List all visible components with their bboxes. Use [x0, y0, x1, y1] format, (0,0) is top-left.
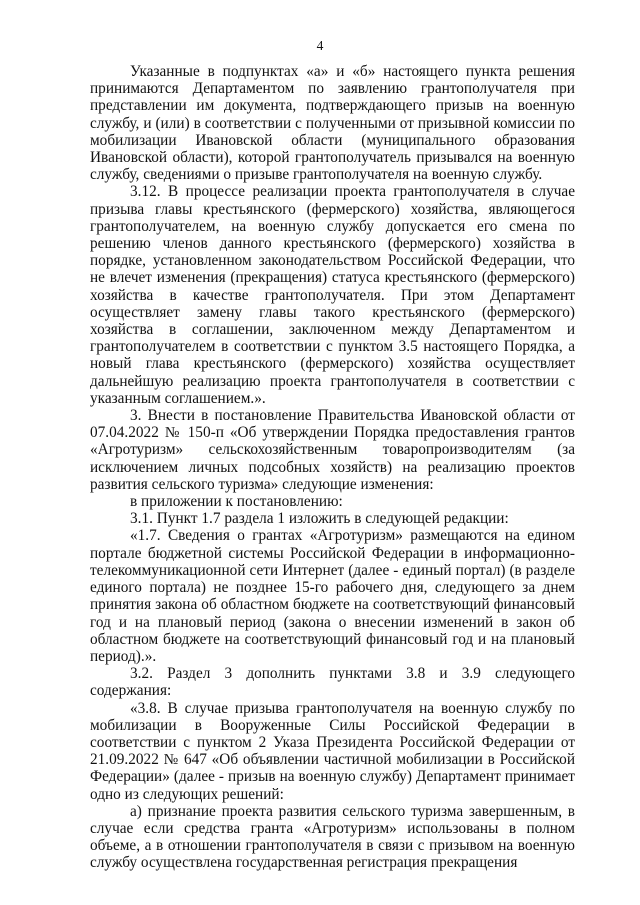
paragraph-3-1: 3.1. Пункт 1.7 раздела 1 изложить в следующей редакции: — [130, 510, 509, 528]
paragraph-3-12: 3.12. В процессе реализации проекта грантополучателя в случае призыва главы крестьянского (фермерского) хозяйства, являющегося грантополучателем, на военную службу допускается его смена по решению членов данного крестьянского (фермерского) хозяйства в порядке, установленном законодательством Российской Федерации, что не влечет изменения (прекращения) статуса крестьянского (фермерского) хозяйства в качестве грантополучателя. При этом Департамент осуществляет замену главы такого крестьянского (фермерского) хозяйства в соглашении, заключенном между Департаментом и грантополучателем в соответствии с пунктом 3.5 настоящего Порядка, а новый глава крестьянского (фермерского) хозяйства осуществляет дальнейшую реализацию проекта грантополучателя в соответствии с указанным соглашением.». — [90, 183, 575, 407]
page-number: 4 — [316, 38, 324, 53]
paragraph-in-appendix: в приложении к постановлению: — [130, 493, 343, 511]
paragraph-subitem-a: а) признание проекта развития сельского туризма завершенным, в случае если средства гранта «Агротуризм» использованы в полном объеме, а в отношении грантополучателя в связи с призывом на военную службу осуществлена государственная регистрация прекращения — [90, 802, 575, 872]
paragraph-amend-resolution: 3. Внести в постановление Правительства Ивановской области от 07.04.2022 № 150-п «Об утверждении Порядка предоставления грантов «Агротуризм» сельскохозяйственным товаропроизводителям (за исключением личных подсобных хозяйств) на реализацию проектов развития сельского туризма» следующие изменения: — [90, 407, 575, 493]
document-body — [90, 63, 575, 872]
paragraph-1-7: «1.7. Сведения о грантах «Агротуризм» размещаются на едином портале бюджетной системы Российской Федерации в информационно-телекоммуникационной сети Интернет (далее - единый портал) (в разделе единого портала) не позднее 15-го рабочего дня, следующего за днем принятия закона об областном бюджете на соответствующий финансовый год и на плановый период (закона о внесении изменений в закон об областном бюджете на соответствующий финансовый год и на плановый период).». — [90, 527, 575, 665]
paragraph-3-2: 3.2. Раздел 3 дополнить пунктами 3.8 и 3.9 следующего содержания: — [90, 665, 575, 700]
paragraph-decision-conditions: Указанные в подпунктах «а» и «б» настоящего пункта решения принимаются Департаментом по заявлению грантополучателя при представлении им документа, подтверждающего призыв на военную службу, и (или) в соответствии с полученными от призывной комиссии по мобилизации Ивановской области (муниципального образования Ивановской области), которой грантополучатель призывался на военную службу, сведениями о призыве грантополучателя на военную службу. — [90, 63, 575, 184]
paragraph-3-8: «3.8. В случае призыва грантополучателя на военную службу по мобилизации в Вооруженные Силы Российской Федерации в соответствии с пунктом 2 Указа Президента Российской Федерации от 21.09.2022 № 647 «Об объявлении частичной мобилизации в Российской Федерации» (далее - призыв на военную службу) Департамент принимает одно из следующих решений: — [90, 699, 575, 803]
